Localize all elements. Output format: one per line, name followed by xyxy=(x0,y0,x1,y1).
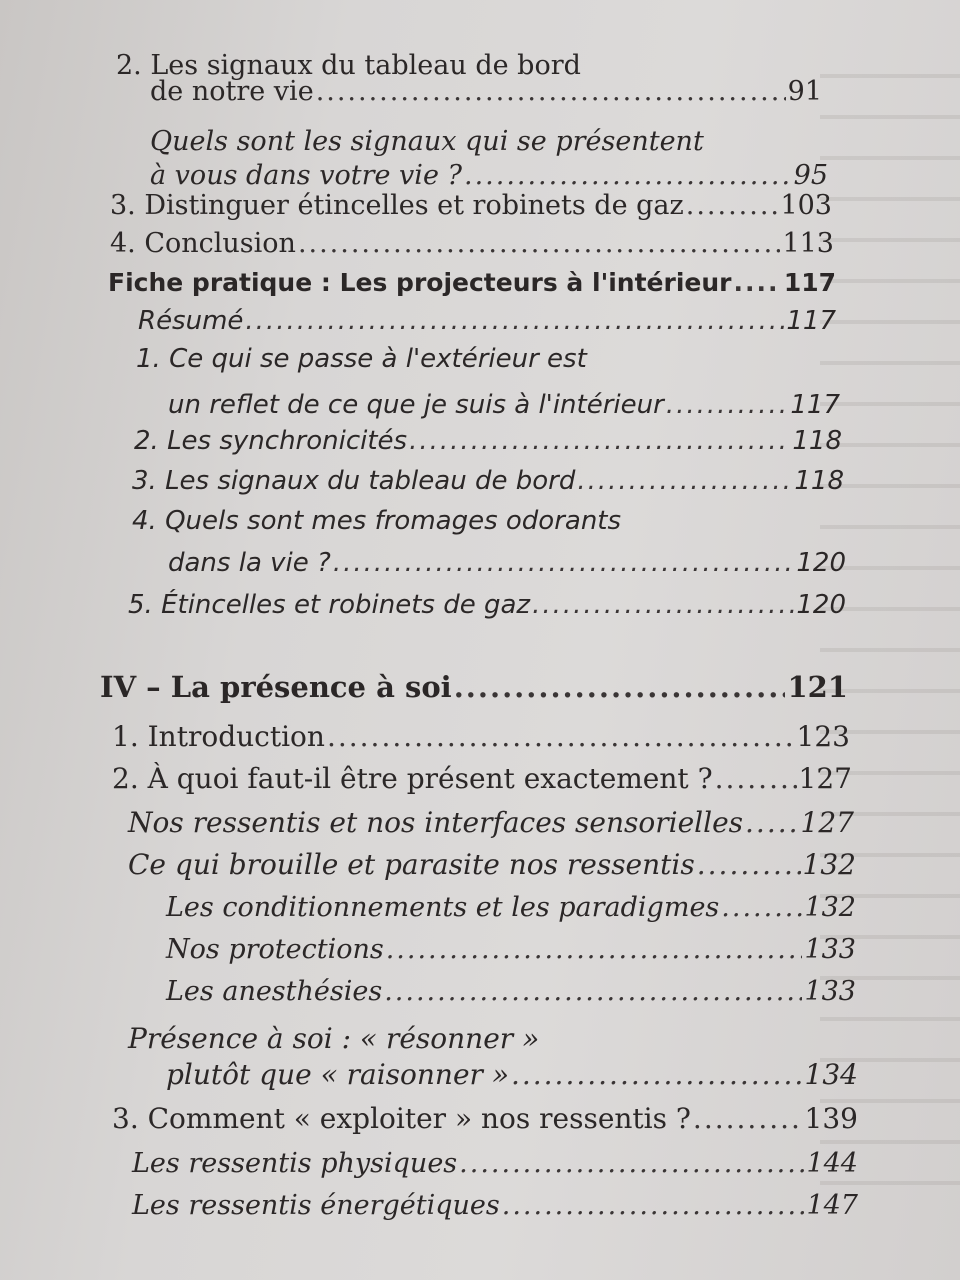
toc-page-number: 123 xyxy=(796,720,850,753)
leader-dots xyxy=(745,806,799,839)
toc-entry xyxy=(166,976,856,1007)
toc-entry-title: Quels sont les signaux qui se présentent xyxy=(150,126,704,157)
toc-entry xyxy=(110,190,832,221)
toc-entry-title: 1. Ce qui se passe à l'extérieur est xyxy=(136,344,587,374)
leader-dots xyxy=(386,934,803,965)
leader-dots xyxy=(245,306,784,336)
toc-entry-title: 3. Les signaux du tableau de bord xyxy=(132,466,576,496)
toc-page-number: 133 xyxy=(804,976,856,1007)
toc-entry xyxy=(112,1102,858,1135)
toc-page-number: 117 xyxy=(783,268,836,297)
leader-dots xyxy=(464,160,792,191)
toc-entry-title: plutôt que « raisonner » xyxy=(166,1058,509,1091)
leader-dots xyxy=(733,268,781,297)
toc-entry xyxy=(132,466,844,496)
toc-entry-title: 1. Introduction xyxy=(112,720,325,753)
toc-page-number: 117 xyxy=(790,390,840,420)
toc-entry xyxy=(166,892,856,923)
toc-entry-title: à vous dans votre vie ? xyxy=(150,160,462,191)
toc-entry-title: dans la vie ? xyxy=(168,548,331,578)
leader-dots xyxy=(577,466,792,496)
toc-entry xyxy=(110,228,834,259)
toc-entry xyxy=(112,720,850,753)
leader-dots xyxy=(693,1102,803,1135)
toc-page-number: 139 xyxy=(804,1102,858,1135)
toc-entry-title: de notre vie xyxy=(150,76,314,107)
leader-dots xyxy=(454,670,786,704)
toc-entry-title: 2. Les synchronicités xyxy=(134,426,408,456)
toc-page-number: 144 xyxy=(806,1148,858,1179)
leader-dots xyxy=(532,590,794,620)
toc-entry-title: 2. Les signaux du tableau de bord xyxy=(116,50,581,81)
leader-dots xyxy=(298,228,781,259)
leader-dots xyxy=(511,1058,803,1091)
toc-entry xyxy=(150,160,828,191)
toc-page-number: 118 xyxy=(792,426,842,456)
toc-entry-title: Nos ressentis et nos interfaces sensorielles xyxy=(128,806,744,839)
chapter-title: IV – La présence à soi xyxy=(100,670,452,704)
toc-entry-title: Les conditionnements et les paradigmes xyxy=(166,892,720,923)
toc-entry xyxy=(168,390,840,420)
toc-entry-title: Les anesthésies xyxy=(166,976,383,1007)
toc-entry xyxy=(138,306,836,336)
leader-dots xyxy=(327,720,795,753)
toc-page-number: 127 xyxy=(800,806,854,839)
toc-entry-title: 3. Comment « exploiter » nos ressentis ? xyxy=(112,1102,691,1135)
toc-entry-title: Résumé xyxy=(138,306,244,336)
toc-page-number: 132 xyxy=(802,848,856,881)
toc-entry-title: un reflet de ce que je suis à l'intérieur xyxy=(168,390,664,420)
toc-page-number: 147 xyxy=(806,1190,858,1221)
toc-entry-title: 4. Conclusion xyxy=(110,228,296,259)
leader-dots xyxy=(384,976,802,1007)
toc-entry-title: 5. Étincelles et robinets de gaz xyxy=(128,590,531,620)
toc-page-number: 91 xyxy=(787,76,822,107)
toc-entry-title: Les ressentis énergétiques xyxy=(132,1190,500,1221)
toc-entry-title: Fiche pratique : Les projecteurs à l'intérieur xyxy=(108,268,732,297)
toc-chapter-heading xyxy=(100,670,848,704)
leader-dots xyxy=(459,1148,804,1179)
toc-page-number: 127 xyxy=(798,762,852,795)
toc-entry xyxy=(166,934,856,965)
toc-page-number: 120 xyxy=(796,590,846,620)
toc-page-number: 120 xyxy=(796,548,846,578)
toc-entry-title: Les ressentis physiques xyxy=(132,1148,458,1179)
toc-entry-title: 2. À quoi faut-il être présent exactement ? xyxy=(112,762,713,795)
toc-entry xyxy=(166,1058,858,1091)
toc-entry-title: Nos protections xyxy=(166,934,384,965)
toc-page-number: 121 xyxy=(787,670,848,704)
toc-entry xyxy=(150,76,822,107)
toc-entry-title: Ce qui brouille et parasite nos ressentis xyxy=(128,848,695,881)
leader-dots xyxy=(333,548,795,578)
toc-page-number: 132 xyxy=(804,892,856,923)
toc-page-number: 133 xyxy=(804,934,856,965)
leader-dots xyxy=(502,1190,805,1221)
toc-entry-title: Présence à soi : « résonner » xyxy=(128,1022,540,1055)
toc-entry xyxy=(132,1148,858,1179)
toc-entry xyxy=(128,806,854,839)
leader-dots xyxy=(666,390,789,420)
toc-entry xyxy=(132,1190,858,1221)
toc-entry xyxy=(128,848,856,881)
leader-dots xyxy=(715,762,797,795)
toc-entry xyxy=(112,762,852,795)
toc-page-number: 134 xyxy=(804,1058,858,1091)
toc-entry-title: 3. Distinguer étincelles et robinets de gaz xyxy=(110,190,684,221)
leader-dots xyxy=(721,892,802,923)
bleed-through-text xyxy=(820,40,960,1220)
toc-page-number: 103 xyxy=(780,190,832,221)
leader-dots xyxy=(686,190,779,221)
toc-entry-title: 4. Quels sont mes fromages odorants xyxy=(132,506,622,536)
toc-entry xyxy=(134,426,842,456)
toc-entry xyxy=(168,548,846,578)
leader-dots xyxy=(697,848,801,881)
leader-dots xyxy=(409,426,790,456)
leader-dots xyxy=(316,76,786,107)
toc-page-number: 113 xyxy=(782,228,834,259)
toc-entry xyxy=(108,268,836,297)
toc-page-number: 95 xyxy=(793,160,828,191)
toc-page-number: 118 xyxy=(794,466,844,496)
toc-page-number: 117 xyxy=(786,306,836,336)
toc-entry xyxy=(128,590,846,620)
